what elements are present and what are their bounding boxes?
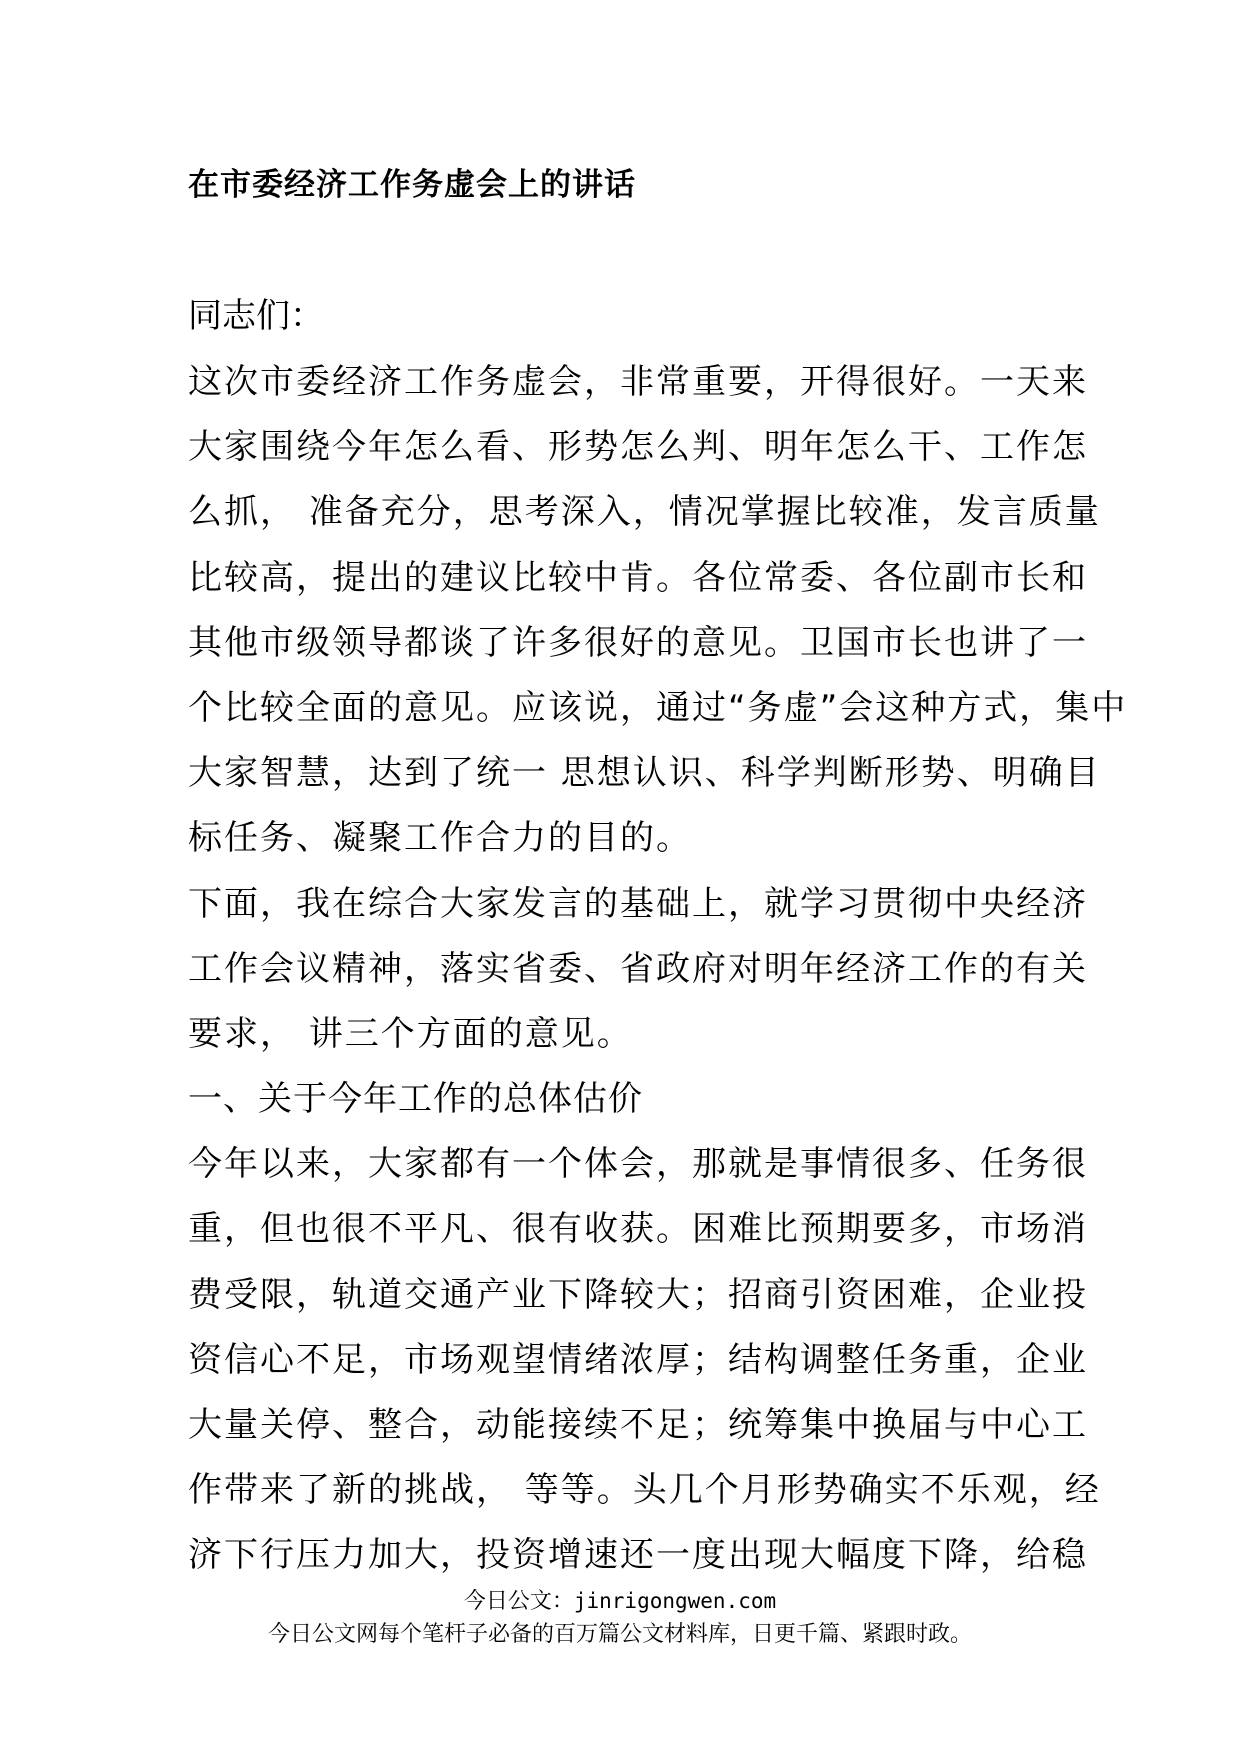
body-line: 个比较全面的意见。应该说，通过“务虚”会这种方式，集中 <box>188 687 1128 728</box>
body-line: 费受限，轨道交通产业下降较大；招商引资困难，企业投 <box>188 1274 1088 1315</box>
body-line: 重，但也很不平凡、很有收获。困难比预期要多，市场消 <box>188 1209 1088 1250</box>
document-title: 在市委经济工作务虚会上的讲话 <box>188 167 636 203</box>
page-footer <box>0 1586 1240 1651</box>
body-line: 今年以来，大家都有一个体会，那就是事情很多、任务很 <box>188 1144 1088 1185</box>
footer-site-link[interactable]: jinrigongwen.com <box>573 1589 777 1613</box>
footer-site-line <box>0 1586 1240 1617</box>
body-line: 么抓， 准备充分，思考深入，情况掌握比较准，发言质量 <box>188 492 1101 533</box>
body-line: 大量关停、整合，动能接续不足；统筹集中换届与中心工 <box>188 1405 1088 1445</box>
body-line: 工作会议精神，落实省委、省政府对明年经济工作的有关 <box>188 948 1088 989</box>
footer-site-label: 今日公文： <box>463 1589 574 1614</box>
body-line: 作带来了新的挑战， 等等。头几个月形势确实不乐观，经 <box>188 1470 1101 1511</box>
speech-body <box>188 357 1128 1596</box>
body-line: 其他市级领导都谈了许多很好的意见。卫国市长也讲了一 <box>188 622 1088 663</box>
section-heading: 一、关于今年工作的总体估价 <box>188 1079 643 1120</box>
body-line: 大家智慧，达到了统一 思想认识、科学判断形势、明确目 <box>188 753 1101 794</box>
body-line: 济下行压力加大，投资增速还一度出现大幅度下降，给稳 <box>188 1535 1088 1576</box>
footer-tagline: 今日公文网每个笔杆子必备的百万篇公文材料库，日更千篇、紧跟时政。 <box>267 1622 972 1647</box>
body-line: 大家围绕今年怎么看、形势怎么判、明年怎么干、工作怎 <box>188 427 1088 468</box>
body-line: 下面，我在综合大家发言的基础上，就学习贯彻中央经济 <box>188 883 1088 924</box>
body-line: 要求， 讲三个方面的意见。 <box>188 1013 633 1054</box>
body-line: 比较高，提出的建议比较中肯。各位常委、各位副市长和 <box>188 557 1088 598</box>
salutation: 同志们： <box>188 296 324 336</box>
body-line: 资信心不足，市场观望情绪浓厚；结构调整任务重，企业 <box>188 1339 1088 1380</box>
body-line: 这次市委经济工作务虚会，非常重要，开得很好。一天来 <box>188 362 1088 402</box>
body-line: 标任务、凝聚工作合力的目的。 <box>188 818 692 859</box>
